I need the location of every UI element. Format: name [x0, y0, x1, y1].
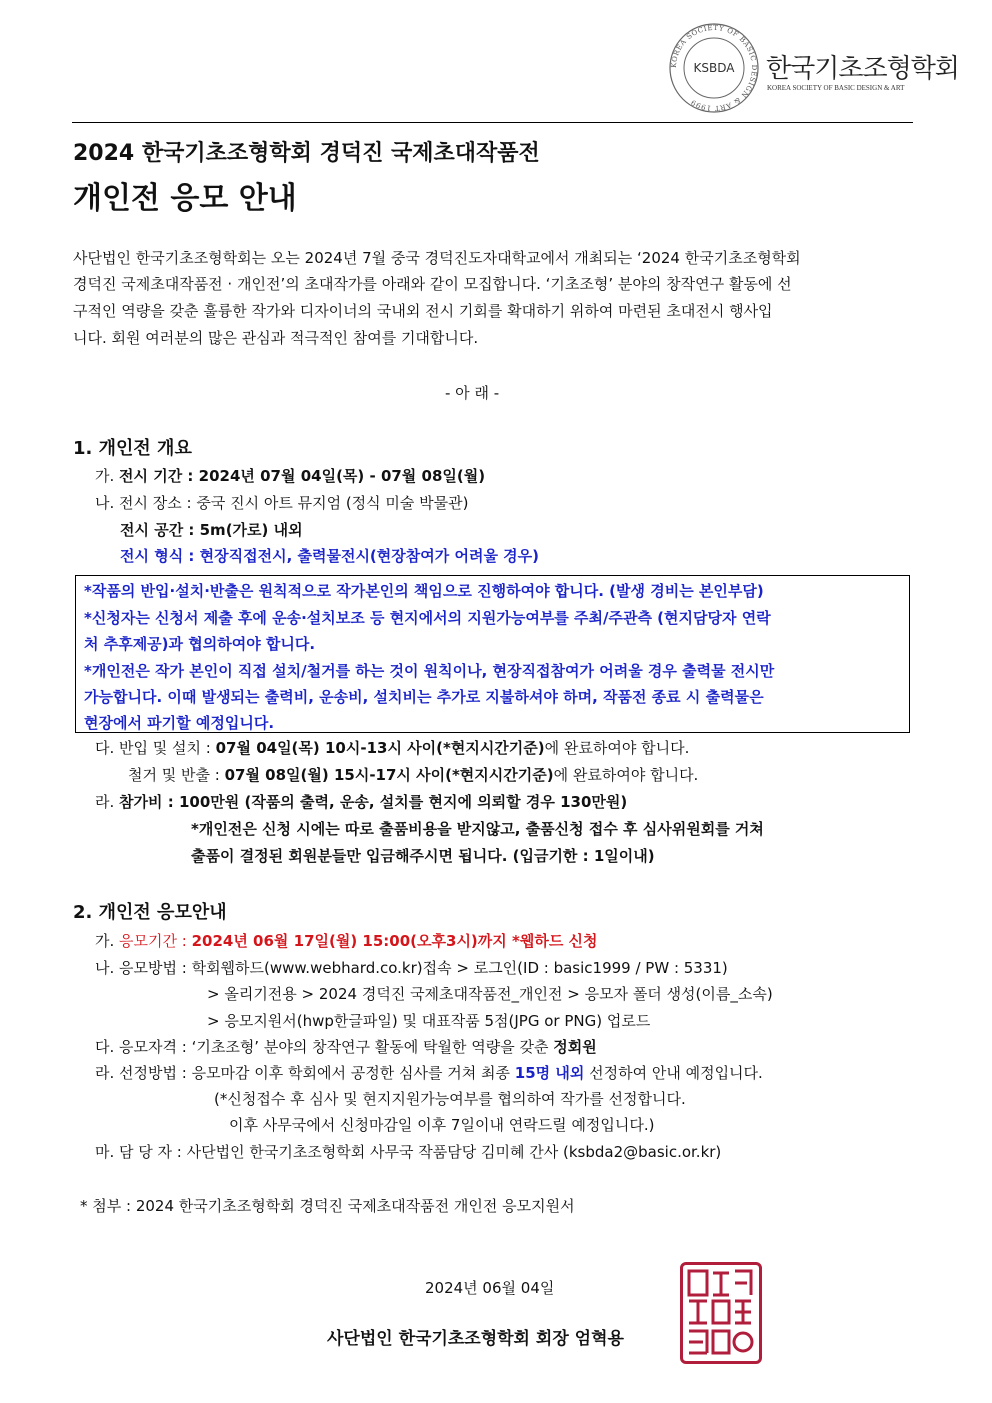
note-line-4: *개인전은 작가 본인이 직접 설치/철거를 하는 것이 원칙이나, 현장직접참여가 어려울 경우 출력물 전시만: [84, 662, 775, 680]
section2-period: [95, 930, 598, 951]
section1-removal-suffix: 에 완료하여야 합니다.: [553, 766, 699, 784]
section1-period: [95, 465, 485, 486]
section1-install-suffix: 에 완료하여야 합니다.: [544, 739, 690, 757]
section2-selection: [95, 1062, 763, 1083]
title-line-2: 개인전 응모 안내: [73, 181, 297, 216]
section1-format: 전시 형식 : 현장직접전시, 출력물전시(현장참여가 어려울 경우): [120, 547, 539, 565]
section2-qualification-member: 정회원: [553, 1038, 597, 1056]
signature-line: 사단법인 한국기초조형학회 회장 엄혁용: [327, 1329, 624, 1349]
section1-removal-prefix: 철거 및 반출 :: [128, 766, 225, 784]
intro-line-2: 경덕진 국제초대작품전 · 개인전’의 초대작가를 아래와 같이 모집합니다. ‘기초조형’ 분야의 창작연구 활동에 선: [73, 275, 792, 293]
ksbda-logo: [668, 22, 959, 114]
section2-selection-count: 15명 내외: [514, 1064, 585, 1082]
emblem-ring-text: KOREA SOCIETY OF BASIC DESIGN & ART 1999: [669, 23, 759, 113]
intro-line-4: 니다. 회원 여러분의 많은 관심과 적극적인 참여를 기대합니다.: [73, 329, 479, 347]
section1-space: 전시 공간 : 5m(가로) 내외: [120, 521, 303, 539]
section1-period-text: 전시 기간 : 2024년 07월 04일(목) - 07월 08일(월): [119, 467, 486, 485]
note-line-6: 현장에서 파기할 예정입니다.: [84, 714, 275, 732]
section2-selection-note-2: 이후 사무국에서 신청마감일 이후 7일이내 연락드릴 예정입니다.): [229, 1116, 655, 1134]
intro-line-3: 구적인 역량을 갖춘 훌륭한 작가와 디자이너의 국내외 전시 기회를 확대하기 위하여 마련된 초대전시 행사입: [73, 302, 773, 320]
attachment-note: * 첨부 : 2024 한국기초조형학회 경덕진 국제초대작품전 개인전 응모지원서: [80, 1197, 575, 1215]
section1-venue: 나. 전시 장소 : 중국 진시 아트 뮤지엄 (정식 미술 박물관): [95, 494, 469, 512]
section2-period-prefix: 가.: [95, 932, 120, 950]
emblem-text: KSBDA: [693, 61, 735, 75]
section2-qualification-text: 다. 응모자격 : ‘기초조형’ 분야의 창작연구 활동에 탁월한 역량을 갖춘: [95, 1038, 554, 1056]
section2-method-1: 나. 응모방법 : 학회웹하드(www.webhard.co.kr)접속 > 로그인(ID : basic1999 / PW : 5331): [95, 959, 728, 977]
section2-contact: 마. 담 당 자 : 사단법인 한국기초조형학회 사무국 작품담당 김미혜 간사 (ksbda2@basic.or.kr): [95, 1143, 722, 1161]
intro-line-1: 사단법인 한국기초조형학회는 오는 2024년 7월 중국 경덕진도자대학교에서 개최되는 ‘2024 한국기초조형학회: [73, 249, 801, 267]
section2-method-3: > 응모지원서(hwp한글파일) 및 대표작품 5점(JPG or PNG) 업로드: [207, 1012, 651, 1030]
section2-selection-note-1: (*신청접수 후 심사 및 현지지원가능여부를 협의하여 작가를 선정합니다.: [214, 1090, 686, 1108]
official-seal: [680, 1262, 762, 1364]
section1-removal-time: 07월 08일(월) 15시-17시 사이(*현지시간기준): [224, 766, 554, 784]
ksbda-emblem-icon: [668, 22, 760, 114]
note-line-5: 가능합니다. 이때 발생되는 출력비, 운송비, 설치비는 추가로 지불하셔야 하며, 작품전 종료 시 출력물은: [84, 688, 764, 706]
section1-fee-text: 참가비 : 100만원 (작품의 출력, 운송, 설치를 현지에 의뢰할 경우 130만원): [119, 793, 628, 811]
section1-fee: [95, 791, 627, 812]
note-line-2: *신청자는 신청서 제출 후에 운송·설치보조 등 현지에서의 지원가능여부를 주최/주관측 (현지담당자 연락: [84, 609, 771, 627]
below-marker: - 아 래 -: [445, 384, 500, 402]
section2-period-deadline: 2024년 06월 17일(월) 15:00(오후3시)까지 *웹하드 신청: [191, 932, 598, 950]
section1-period-prefix: 가.: [95, 467, 120, 485]
section1-fee-prefix: 라.: [95, 793, 120, 811]
section1-removal: [128, 764, 698, 785]
logo-name-ko: 한국기초조형학회: [766, 54, 959, 84]
title-line-1: 2024 한국기초조형학회 경덕진 국제초대작품전: [73, 141, 540, 166]
seal-icon: [683, 1265, 759, 1361]
section1-install-time: 07월 04일(목) 10시-13시 사이(*현지시간기준): [215, 739, 545, 757]
note-line-1: *작품의 반입·설치·반출은 원칙적으로 작가본인의 책임으로 진행하여야 합니다. (발생 경비는 본인부담): [84, 582, 764, 600]
section1-install: [95, 737, 689, 758]
section2-method-2: > 올리기전용 > 2024 경덕진 국제초대작품전_개인전 > 응모자 폴더 생성(이름_소속): [207, 985, 773, 1003]
section1-install-prefix: 다. 반입 및 설치 :: [95, 739, 216, 757]
section2-period-label: 응모기간 :: [119, 932, 192, 950]
document-date: 2024년 06월 04일: [425, 1279, 555, 1297]
section1-fee-note-2: 출품이 결정된 회원분들만 입금해주시면 됩니다. (입금기한 : 1일이내): [191, 847, 655, 865]
section1-fee-note-1: *개인전은 신청 시에는 따로 출품비용을 받지않고, 출품신청 접수 후 심사위원회를 거쳐: [191, 820, 764, 838]
section2-selection-suffix: 선정하여 안내 예정입니다.: [584, 1064, 763, 1082]
section2-qualification: [95, 1036, 597, 1057]
section1-heading: 1. 개인전 개요: [73, 438, 192, 459]
header-divider: [72, 122, 913, 123]
logo-name-en: KOREA SOCIETY OF BASIC DESIGN & ART: [767, 84, 905, 92]
section2-heading: 2. 개인전 응모안내: [73, 902, 227, 923]
note-line-3: 처 추후제공)과 협의하여야 합니다.: [84, 635, 316, 653]
section2-selection-prefix: 라. 선정방법 : 응모마감 이후 학회에서 공정한 심사를 거쳐 최종: [95, 1064, 515, 1082]
